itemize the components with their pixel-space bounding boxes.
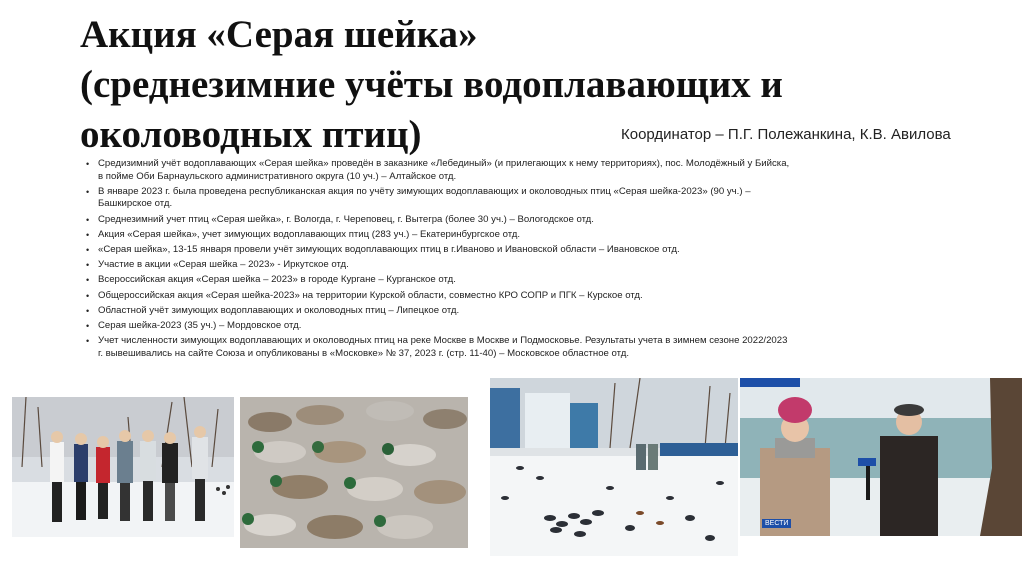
list-item xyxy=(86,214,986,227)
list-item xyxy=(86,335,986,360)
bullet-dot: • xyxy=(86,244,90,255)
bullet-text-cont: Башкирское отд. xyxy=(98,198,173,210)
list-item xyxy=(86,305,986,318)
list-item xyxy=(86,290,986,303)
list-item xyxy=(86,259,986,272)
interview-photo-image xyxy=(740,378,1022,536)
pigeons-photo-image xyxy=(490,378,738,556)
bullet-text: Учет численности зимующих водоплавающих и околоводных птиц на реке Москве в Москве и Подмосковье. Результаты учета в зимнем сезоне 2022/2023 xyxy=(98,335,788,347)
bullet-dot: • xyxy=(86,320,90,331)
bullet-dot: • xyxy=(86,260,90,271)
bullet-text: Общероссийская акция «Серая шейка-2023» на территории Курской области, совместно КРО СОПР и ПГК – Курское отд. xyxy=(98,289,643,301)
photo-pigeons-park xyxy=(490,378,738,556)
bullet-text-cont: г. вывешивались на сайте Союза и опубликованы в «Московке» № 37, 2023 г. (стр. 11-40) – Московское областное отд. xyxy=(98,347,630,359)
list-item xyxy=(86,244,986,257)
bullet-dot: • xyxy=(86,214,90,225)
bullet-dot: • xyxy=(86,290,90,301)
bullet-text: Участие в акции «Серая шейка – 2023» - Иркутское отд. xyxy=(98,259,349,271)
list-item xyxy=(86,186,986,211)
bullet-list xyxy=(86,158,986,363)
bullet-dot: • xyxy=(86,186,90,197)
bullet-text: Всероссийская акция «Серая шейка – 2023» в городе Кургане – Курганское отд. xyxy=(98,274,456,286)
photo-ducks xyxy=(240,397,468,548)
photo-tv-interview xyxy=(740,378,1022,536)
bullet-dot: • xyxy=(86,159,90,169)
ducks-photo-image xyxy=(240,397,468,548)
coordinator-text: Координатор – П.Г. Полежанкина, К.В. Авилова xyxy=(621,126,951,143)
bullet-text: Серая шейка-2023 (35 уч.) – Мордовское отд. xyxy=(98,319,302,331)
group-photo-image xyxy=(12,397,234,537)
list-item xyxy=(86,320,986,333)
bullet-text: «Серая шейка», 13-15 января провели учёт зимующих водоплавающих птиц в г.Иваново и Ивановской области – Ивановское отд. xyxy=(98,243,680,255)
bullet-dot: • xyxy=(86,229,90,240)
title-line-3: околоводных птиц) xyxy=(80,113,422,156)
list-item xyxy=(86,274,986,287)
title-line-2: (среднезимние учёты водоплавающих и xyxy=(80,63,783,106)
bullet-text: Среднезимний учет птиц «Серая шейка», г. Вологда, г. Череповец, г. Вытегра (более 30 уч.) – Вологодское отд. xyxy=(98,213,594,225)
tv-logo-badge: ВЕСТИ xyxy=(762,519,791,528)
list-item xyxy=(86,158,986,183)
list-item xyxy=(86,229,986,242)
bullet-text: Средизимний учёт водоплавающих «Серая шейка» проведён в заказнике «Лебединый» (и прилегающих к нему территориях), пос. Молодёжный у Бийска, xyxy=(98,158,790,169)
bullet-dot: • xyxy=(86,305,90,316)
bullet-text: В январе 2023 г. была проведена республиканская акция по учёту зимующих водоплавающих и околоводных птиц «Серая шейка-2023» (90 уч.) – xyxy=(98,185,751,197)
bullet-text: Акция «Серая шейка», учет зимующих водоплавающих птиц (283 уч.) – Екатеринбургское отд. xyxy=(98,228,521,240)
title-line-1: Акция «Серая шейка» xyxy=(80,13,478,56)
bullet-dot: • xyxy=(86,275,90,286)
bullet-text-cont: в пойме Оби Барнаульского административного округа (10 уч.) – Алтайское отд. xyxy=(98,170,457,182)
photo-group-in-snow xyxy=(12,397,234,537)
bullet-text: Областной учёт зимующих водоплавающих и околоводных птиц – Липецкое отд. xyxy=(98,304,460,316)
bullet-dot: • xyxy=(86,336,90,347)
